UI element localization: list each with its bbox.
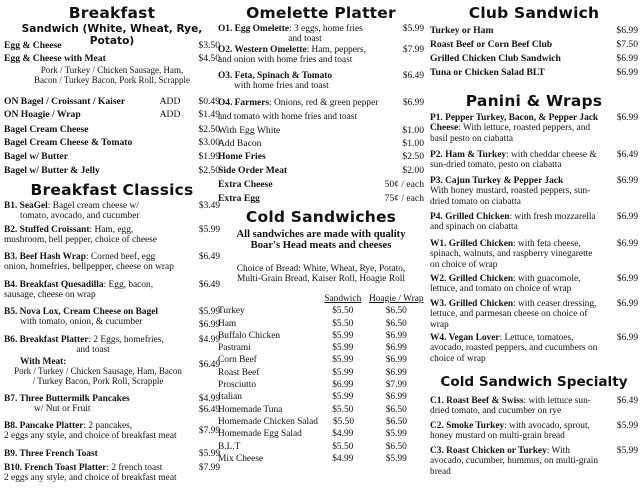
omelette-column	[218, 0, 424, 493]
menu-item: B5. Nova Lox, Cream Cheese on Bagel with tomato, onion, & cucumber $5.99 $6.99	[4, 307, 220, 330]
menu-item: O2. Western Omelette: Ham, peppers, and onion with home fries and toast $7.99	[218, 45, 424, 66]
menu-item: W4. Vegan Lover: Lettuce, tomatoes, avocado, roasted peppers, and cucumbers on choice of wrap $6.99	[430, 333, 638, 364]
menu-item: Egg & Cheese $3.50	[4, 40, 220, 51]
extra-item: Side Order Meat $2.00	[218, 165, 424, 176]
club-sandwich-title: Club Sandwich	[468, 4, 600, 22]
menu-item: B7. Three Buttermilk Pancakes w/ Nut or Fruit $4.99 $6.49	[4, 394, 220, 415]
menu-item: B3. Beef Hash Wrap: Corned beef, egg onion, homefries, bellpepper, cheese on wrap $6.49	[4, 252, 220, 273]
menu-item: B9. Three French Toast $5.99	[4, 449, 220, 459]
table-header: Sandwich Hoagie / Wrap	[324, 294, 424, 304]
extra-item: Extra Egg 75¢ / each	[218, 193, 424, 204]
breakfast-column	[4, 0, 220, 493]
menu-item: Bagel Cream Cheese & Tomato $3.00	[4, 137, 220, 148]
menu-item: P3. Cajun Turkey & Pepper Jack With honey mustard, roasted peppers, sun-dried tomato on ciabatta $6.99	[430, 176, 638, 207]
menu-item: W3. Grilled Chicken: with ceaser dressing, lettuce, and parmesan cheese on choice of wrap $6.99	[430, 299, 638, 330]
cold-sandwich-table	[218, 293, 424, 465]
cold-specialty-title: Cold Sandwich Specialty	[440, 374, 628, 390]
table-row: Corn Beef $5.99 $6.99	[218, 355, 407, 366]
menu-item: P4. Grilled Chicken: with fresh mozzarella and spinach on ciabatta $6.99	[430, 212, 638, 233]
table-row: B.L.T $5.50 $6.50	[218, 441, 407, 452]
menu-item: B10. French Toast Platter: 2 french toast 2 eggs any style, and choice of breakfast meat $7.99	[4, 463, 220, 484]
menu-item: O4. Farmers: Onions, red & green pepper and tomato with home fries and toast $6.99	[218, 98, 424, 122]
meat-options: Pork / Turkey / Chicken Sausage, Ham, Bacon / Turkey Bacon, Pork Roll, Scrapple	[34, 65, 190, 85]
extra-item: Add Bacon $1.00	[218, 138, 424, 149]
omelette-title: Omelette Platter	[246, 4, 396, 22]
extra-item: With Egg White $1.00	[218, 125, 424, 136]
menu-item: P1. Pepper Turkey, Bacon, & Pepper Jack Cheese: With lettuce, roasted peppers, and basil pesto on ciabatta $6.99	[430, 113, 638, 144]
table-row: Turkey $5.50 $6.50	[218, 306, 407, 317]
menu-item: ON Hoagie / Wrap ADD $1.49	[4, 109, 220, 120]
menu-item: Roast Beef or Corn Beef Club $7.50	[430, 39, 638, 50]
menu-item: C2. Smoke Turkey: with avocado, sprout, honey mustard on multi-grain bread $5.99	[430, 421, 638, 442]
menu-item: Egg & Cheese with Meat $4.50	[4, 53, 220, 64]
breakfast-bread-options: Sandwich (White, Wheat, Rye, Potato)	[21, 23, 203, 47]
boars-head-note: All sandwiches are made with quality Boar's Head meats and cheeses	[236, 229, 406, 251]
menu-item: ON Bagel / Croissant / Kaiser ADD $0.49	[4, 96, 220, 107]
menu-item: B8. Pancake Platter: 2 pancakes, 2 eggs any style, and choice of breakfast meat $7.99	[4, 421, 220, 442]
menu-item: O3. Feta, Spinach & Tomato with home fries and toast $6.49	[218, 71, 424, 92]
menu-item: Turkey or Ham $6.99	[430, 25, 638, 36]
panini-wraps-title: Panini & Wraps	[465, 92, 603, 110]
table-row: Ham $5.50 $6.50	[218, 318, 407, 329]
breakfast-title: Breakfast	[68, 4, 156, 22]
table-row: Mix Cheese $4.99 $5.99	[218, 453, 407, 464]
table-row: Buffalo Chicken $5.99 $6.99	[218, 330, 407, 341]
menu-item: Bagel w/ Butter $1.99	[4, 151, 220, 162]
menu-item: With Meat: Pork / Turkey / Chicken Sausage, Ham, Bacon / Turkey Bacon, Pork Roll, Scrapple $6.49	[14, 357, 220, 386]
menu-item: C3. Roast Chicken or Turkey: With avocado, cucumber, hummus, on multi-grain bread $5.99	[430, 446, 638, 477]
menu-item: Bagel Cream Cheese $2.50	[4, 124, 220, 135]
menu-item: B4. Breakfast Quesadilla: Egg, bacon, sausage, cheese on wrap $6.49	[4, 280, 220, 301]
table-row: Italian $5.99 $6.99	[218, 392, 407, 403]
table-row: Homemade Tuna $5.50 $6.50	[218, 404, 407, 415]
menu-item: B1. SeaGel: Bagel cream cheese w/ tomato, avocado, and cucumber $3.49	[4, 201, 220, 222]
club-column	[430, 0, 638, 493]
menu-item: Bagel w/ Butter & Jelly $2.50	[4, 165, 220, 176]
menu-item: B2. Stuffed Croissant: Ham, egg, mushroom, bell pepper, choice of cheese $5.99	[4, 225, 220, 246]
menu-item: W1. Grilled Chicken: with feta cheese, spinach, walnuts, and raspberry vinegarette on choice of wrap $6.99	[430, 239, 638, 270]
menu-item: W2. Grilled Chicken: with guacomole, lettuce, and tomato on choice of wrap $6.99	[430, 274, 638, 295]
extra-item: Extra Cheese 50¢ / each	[218, 179, 424, 190]
menu-item: B6. Breakfast Platter: 2 Eggs, homefries, and toast $4.99	[4, 335, 220, 356]
extra-item: Home Fries $2.50	[218, 151, 424, 162]
cold-sandwiches-title: Cold Sandwiches	[245, 208, 397, 226]
breakfast-classics-title: Breakfast Classics	[30, 181, 194, 199]
table-row: Homemade Egg Salad $4.99 $5.99	[218, 429, 407, 440]
menu-item: Grilled Chicken Club Sandwich $6.99	[430, 53, 638, 64]
table-row: Roast Beef $5.99 $6.99	[218, 367, 407, 378]
table-row: Prosciutto $6.99 $7.99	[218, 380, 407, 391]
menu-item: Tuna or Chicken Salad BLT $6.99	[430, 67, 638, 78]
bread-choices: Choice of Bread: White, Wheat, Rye, Potato, Multi-Grain Bread, Kaiser Roll, Hoagie Roll	[236, 264, 406, 284]
menu-item: P2. Ham & Turkey: with cheddar cheese & sun-dried tomato, pesto on ciabatta $6.49	[430, 150, 638, 171]
menu-item: O1. Egg Omelette: 3 eggs, home fries and toast $5.99	[218, 24, 424, 45]
menu-item: C1. Roast Beef & Swiss: with lettuce sun-dried tomato, and cucumber on rye $6.49	[430, 396, 638, 417]
table-row: Homemade Chicken Salad $5.50 $6.50	[218, 416, 408, 427]
table-row: Pastrami $5.99 $6.99	[218, 343, 407, 354]
